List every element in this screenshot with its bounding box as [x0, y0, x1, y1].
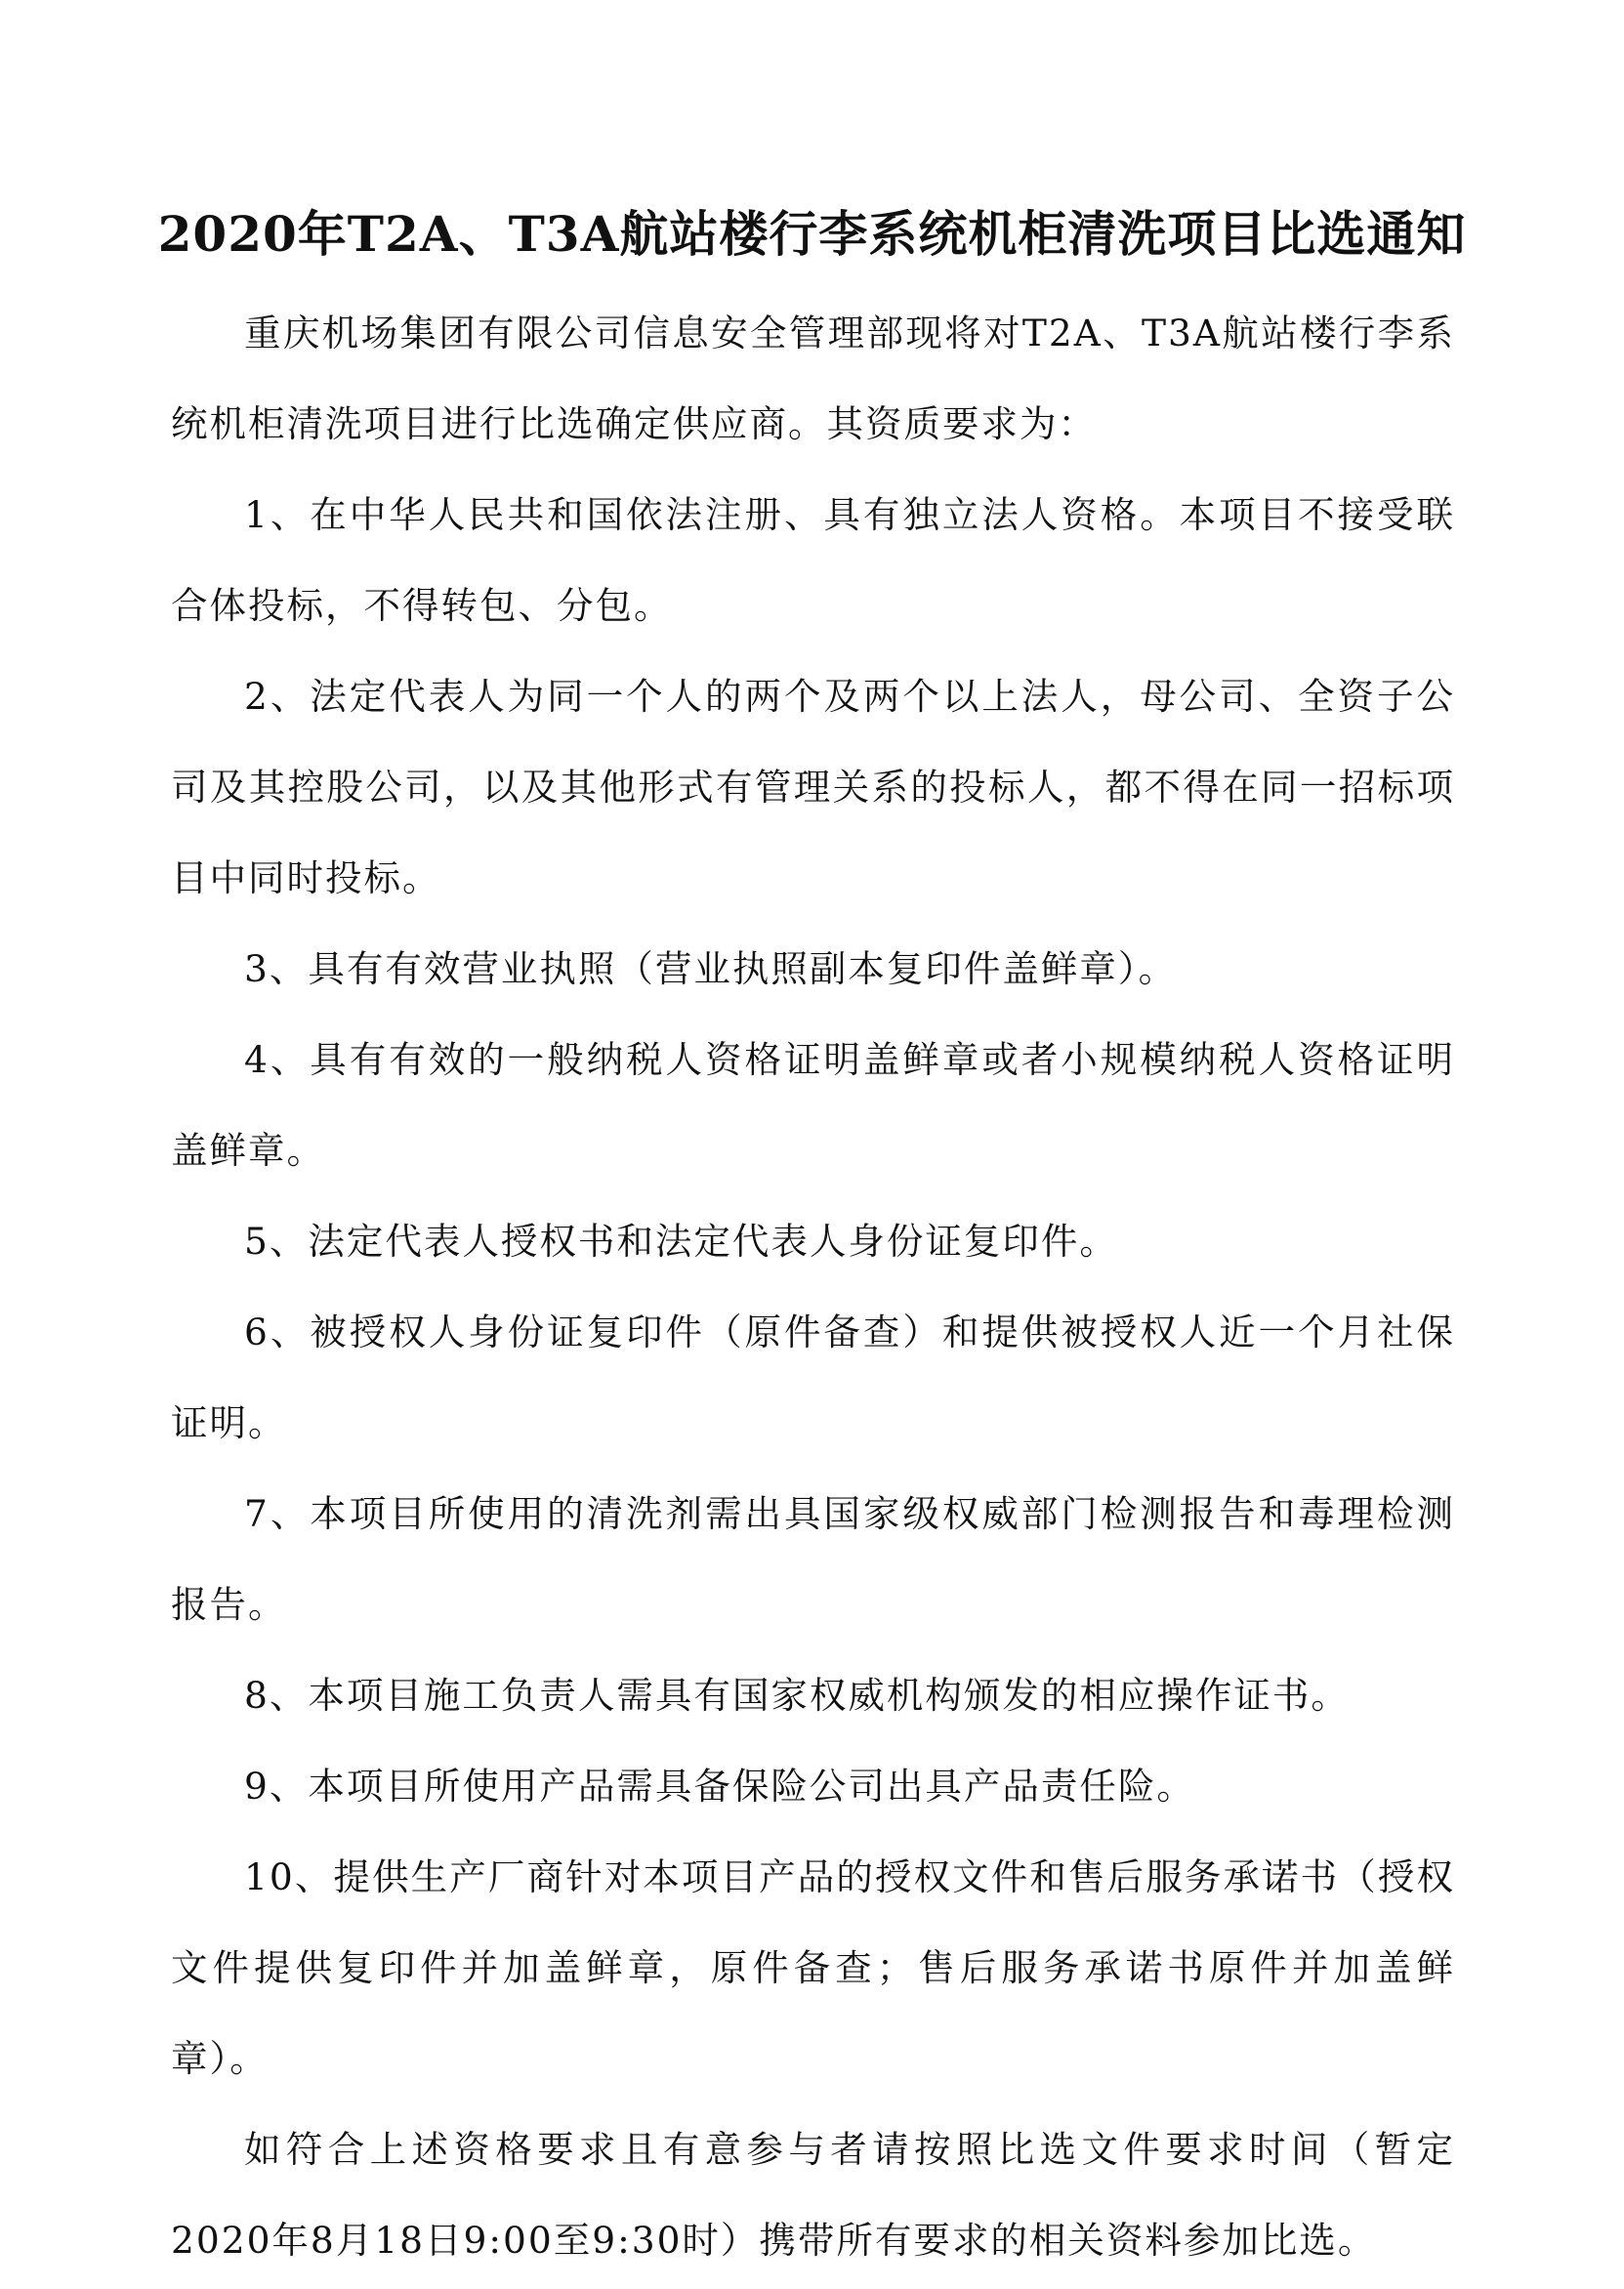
requirement-item-10: 10、提供生产厂商针对本项目产品的授权文件和售后服务承诺书（授权文件提供复印件并加盖鲜章，原件备查；售后服务承诺书原件并加盖鲜章）。: [171, 1855, 1455, 2080]
requirement-item-9: 9、本项目所使用产品需具备保险公司出具产品责任险。: [244, 1765, 1195, 1808]
requirement-item-2: 2、法定代表人为同一个人的两个及两个以上法人，母公司、全资子公司及其控股公司，以及其他形式有管理关系的投标人，都不得在同一招标项目中同时投标。: [171, 675, 1455, 899]
document-body: [171, 288, 1455, 2286]
requirement-item-1: 1、在中华人民共和国依法注册、具有独立法人资格。本项目不接受联合体投标，不得转包、分包。: [171, 493, 1455, 627]
document-title: 2020年T2A、T3A航站楼行李系统机柜清洗项目比选通知: [157, 205, 1467, 263]
requirement-item-6: 6、被授权人身份证复印件（原件备查）和提供被授权人近一个月社保证明。: [171, 1311, 1455, 1444]
intro-paragraph: 重庆机场集团有限公司信息安全管理部现将对T2A、T3A航站楼行李系统机柜清洗项目进行比选确定供应商。其资质要求为：: [171, 312, 1455, 445]
requirement-item-5: 5、法定代表人授权书和法定代表人身份证复印件。: [244, 1220, 1118, 1263]
requirement-item-8: 8、本项目施工负责人需具有国家权威机构颁发的相应操作证书。: [244, 1674, 1350, 1717]
requirement-item-3: 3、具有有效营业执照（营业执照副本复印件盖鲜章）。: [244, 947, 1178, 990]
closing-paragraph: 如符合上述资格要求且有意参与者请按照比选文件要求时间（暂定2020年8月18日9:00至9:30时）携带所有要求的相关资料参加比选。: [171, 2128, 1455, 2262]
requirement-item-7: 7、本项目所使用的清洗剂需出具国家级权威部门检测报告和毒理检测报告。: [171, 1492, 1455, 1626]
requirement-item-4: 4、具有有效的一般纳税人资格证明盖鲜章或者小规模纳税人资格证明盖鲜章。: [171, 1038, 1455, 1172]
